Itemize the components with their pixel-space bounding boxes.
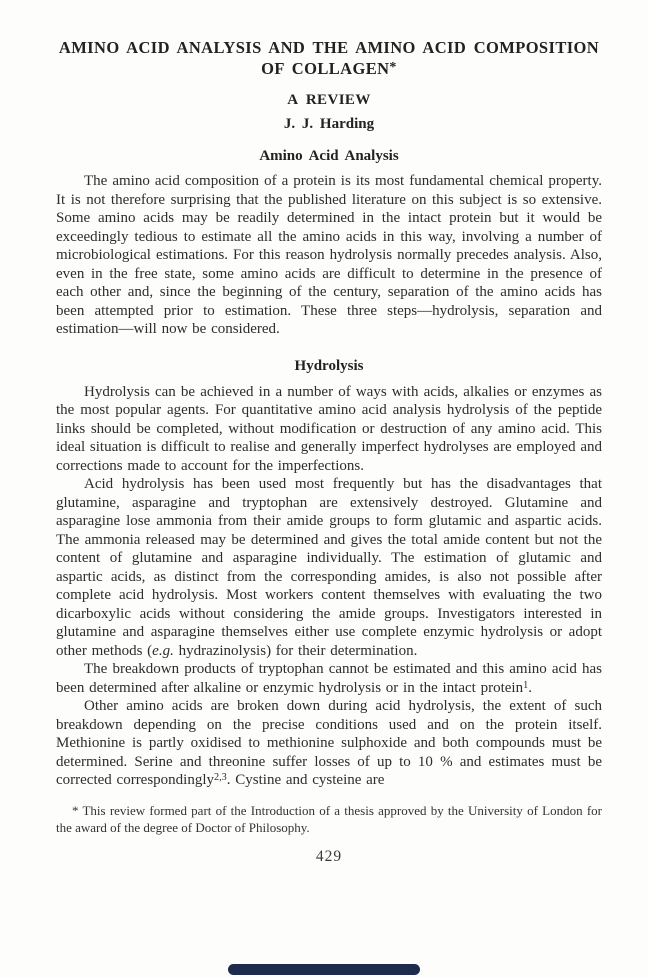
paragraph-acid-hydrolysis: Acid hydrolysis has been used most frequently but has the disadvantages that glutamine, asparagine and tryptophan are extensively destroyed. Glutamine and asparagine lose ammonia from their amide groups to form glutamic and aspartic acids. The ammonia released may be determined and gives the total amide content but not the content of glutamine and asparagine individually. The estimation of glutamic and aspartic acids, as distinct from the corresponding amides, is also not possible after complete acid hydrolysis. Most workers content themselves with evaluating the two dicarboxylic acids without considering the amide groups. Investigators interested in glutamine and asparagine themselves either use complete enzymic hydrolysis or adopt other methods (e.g. hydrazinolysis) for their determination. [56, 476, 602, 659]
paragraph-hydrolysis-overview: Hydrolysis can be achieved in a number of ways with acids, alkalies or enzymes as the most popular agents. For quantitative amino acid analysis hydrolysis of the peptide links should be completed, without modification or destruction of any amino acid. This ideal situation is difficult to realise and generally imperfect hydrolyses are employed and corrections made to account for the imperfections. [56, 383, 602, 474]
title-footnote-marker: * [389, 60, 397, 75]
home-indicator[interactable] [228, 964, 420, 975]
paragraph-tryptophan: The breakdown products of tryptophan cannot be estimated and this amino acid has been determined after alkaline or enzymic hydrolysis or in the intact protein$^1$. [56, 661, 602, 696]
article-subtitle: A REVIEW [287, 92, 371, 108]
article-title [56, 38, 602, 79]
article-title-line2 [56, 58, 602, 79]
paragraph-other-amino-acids: Other amino acids are broken down during acid hydrolysis, the extent of such breakdown depending on the precise conditions used and on the protein itself. Methionine is partly oxidised to methionine sulphoxide and both compounds must be determined. Serine and threonine suffer losses of up to 10 % and estimates must be corrected correspondingly$^{2,3}$. Cystine and cysteine are [56, 698, 602, 788]
article-title-line1: AMINO ACID ANALYSIS AND THE AMINO ACID COMPOSITION [58, 38, 600, 57]
page-content [56, 38, 602, 866]
paragraph-amino-acid-intro: The amino acid composition of a protein is its most fundamental chemical property. It is not therefore surprising that the published literature on this subject is so extensive. Some amino acids may be readily determined in the intact protein but it would be exceedingly tedious to estimate all the amino acids in this way, involving a number of microbiological estimations. For this reason hydrolysis normally precedes analysis. Also, even in the free state, some amino acids are difficult to determine in the presence of each other and, since the beginning of the century, separation of the amino acids has been attempted prior to estimation. These three steps—hydrolysis, separation and estimation—will now be considered. [56, 173, 602, 337]
section-heading-hydrolysis: Hydrolysis [294, 357, 364, 374]
article-title-line2-text: OF COLLAGEN [261, 59, 390, 78]
article-author: J. J. Harding [283, 116, 375, 132]
section-heading-amino-acid-analysis: Amino Acid Analysis [259, 148, 399, 164]
footnote: * This review formed part of the Introduction of a thesis approved by the University of London for the award of the degree of Doctor of Philosophy. [56, 802, 602, 835]
page-number: 429 [315, 847, 343, 865]
